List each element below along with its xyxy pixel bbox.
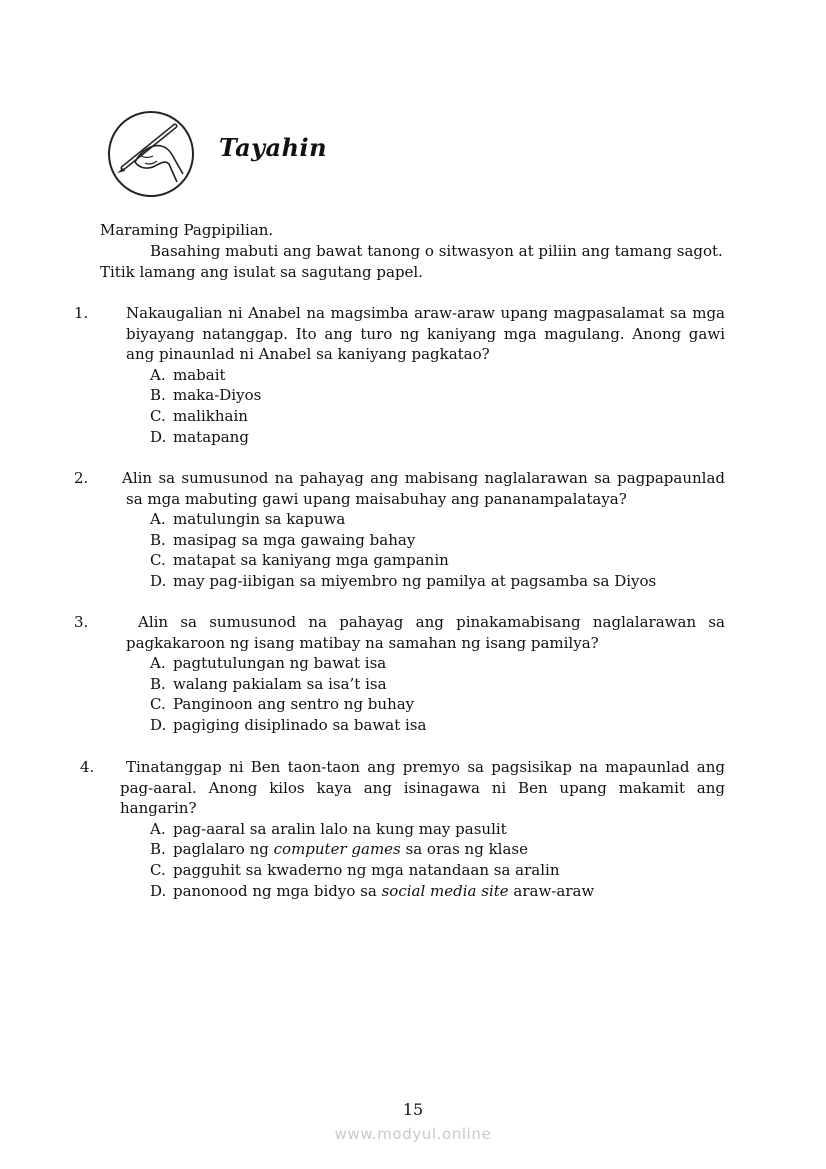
choice-c: C. malikhain bbox=[150, 406, 248, 425]
question-stem: Nakaugalian ni Anabel na magsimba araw-araw upang magpasalamat sa mga biyayang natanggap. Ito ang turo ng kaniyang mga magulang. Anong gawi ang pinaunlad ni Anabel sa kaniyang pagkatao? bbox=[126, 304, 725, 364]
question-stem: Tinatanggap ni Ben taon-taon ang premyo sa pagsisikap na mapaunlad ang pag-aaral. Anong kilos kaya ang isinagawa ni Ben upang makamit ang hangarin? bbox=[120, 758, 725, 818]
choice-c: C. Panginoon ang sentro ng buhay bbox=[150, 695, 415, 714]
choice-b: B. masipag sa mga gawaing bahay bbox=[150, 530, 416, 549]
question-number: 2. bbox=[74, 469, 89, 487]
choice-c: C. matapat sa kaniyang mga gampanin bbox=[150, 551, 449, 570]
question-2 bbox=[74, 468, 725, 592]
instructions-line-1: Basahing mabuti ang bawat tanong o sitwasyon at piliin ang tamang sagot. bbox=[150, 242, 723, 260]
choice-b: B. walang pakialam sa isa’t isa bbox=[150, 674, 387, 693]
choice-a: A. pag-aaral sa aralin lalo na kung may pasulit bbox=[150, 819, 507, 838]
page-title: Tayahin bbox=[219, 133, 328, 162]
choice-a: A. matulungin sa kapuwa bbox=[150, 510, 346, 529]
question-stem: Alin sa sumusunod na pahayag ang mabisang naglalarawan sa pagpapaunlad sa mga mabuting gawi upang maisabuhay ang pananampalataya? bbox=[122, 469, 725, 508]
question-3 bbox=[74, 612, 725, 736]
question-4 bbox=[80, 757, 725, 901]
choice-c: C. pagguhit sa kwaderno ng mga natandaan sa aralin bbox=[150, 860, 560, 879]
hand-writing-pencil-icon bbox=[105, 110, 197, 198]
choice-b: B. paglalaro ng computer games sa oras ng klase bbox=[150, 840, 528, 859]
choice-d: D. pagiging disiplinado sa bawat isa bbox=[150, 715, 427, 734]
question-number: 4. bbox=[80, 758, 95, 776]
page-number: 15 bbox=[402, 1100, 424, 1119]
section-label: Maraming Pagpipilian. bbox=[100, 221, 274, 239]
question-number: 3. bbox=[74, 613, 89, 631]
instructions bbox=[100, 241, 725, 282]
choice-d: D. may pag-iibigan sa miyembro ng pamilya at pagsamba sa Diyos bbox=[150, 571, 657, 590]
question-number: 1. bbox=[74, 304, 89, 322]
choice-a: A. pagtutulungan ng bawat isa bbox=[150, 654, 387, 673]
choice-d: D. matapang bbox=[150, 427, 249, 446]
choice-d: D. panonood ng mga bidyo sa social media site araw-araw bbox=[150, 881, 595, 900]
instructions-line-2: Titik lamang ang isulat sa sagutang papel. bbox=[100, 262, 423, 281]
question-1 bbox=[74, 303, 725, 447]
question-stem: Alin sa sumusunod na pahayag ang pinakamabisang naglalarawan sa pagkakaroon ng isang matibay na samahan ng isang pamilya? bbox=[126, 613, 725, 652]
choice-a: A. mabait bbox=[150, 365, 226, 384]
choice-b: B. maka-Diyos bbox=[150, 386, 262, 405]
watermark: www.modyul.online bbox=[334, 1125, 492, 1143]
